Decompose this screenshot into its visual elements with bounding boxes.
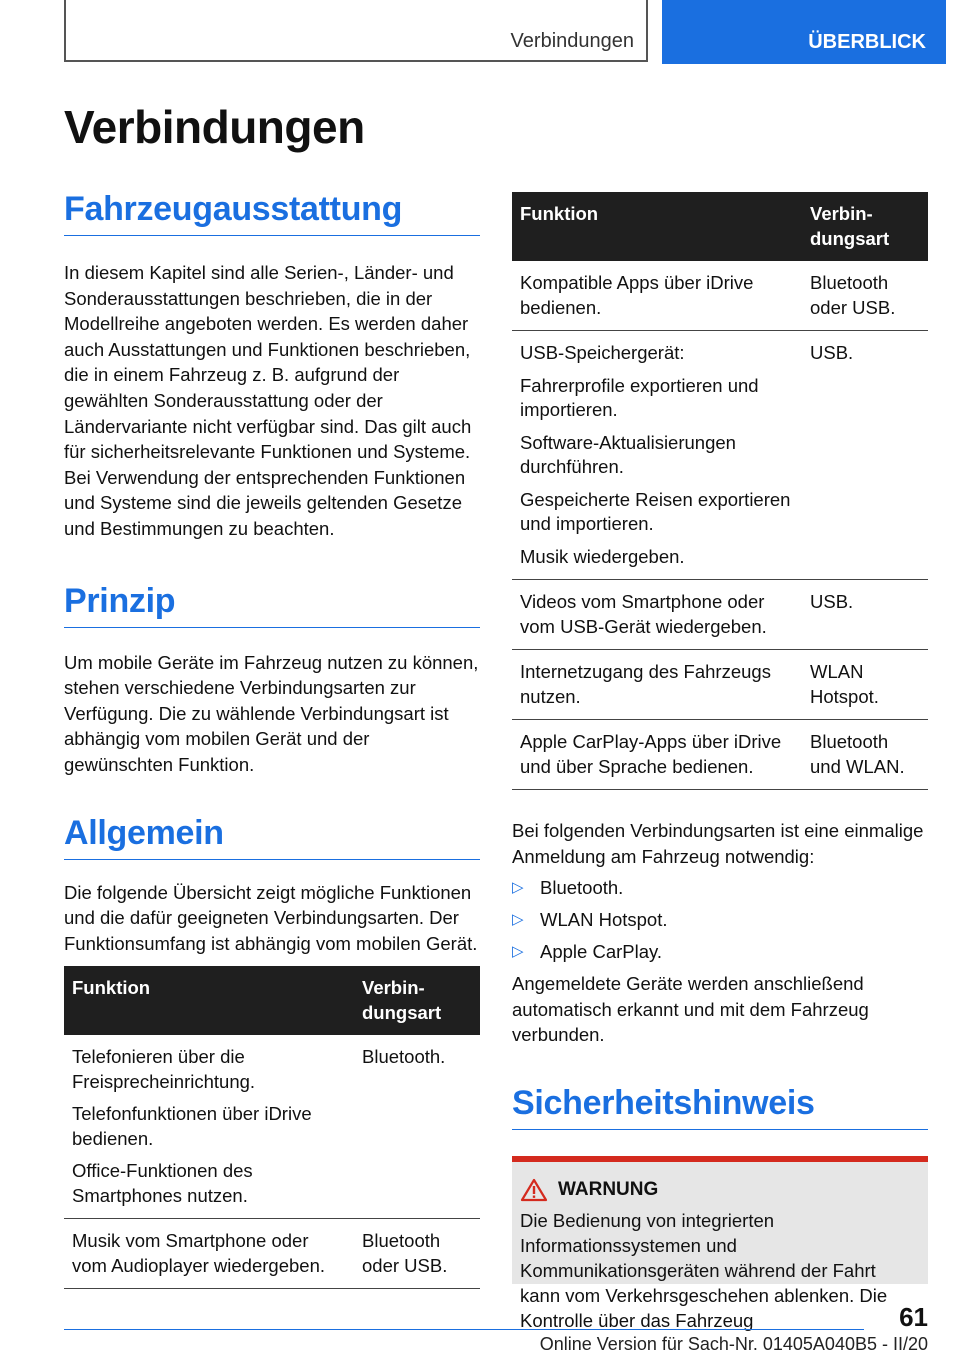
cell-verbindungsart: Bluetooth oder USB. [802,261,928,331]
cell-verbindungsart: USB. [802,580,928,650]
function-text: Telefonfunktionen über iDrive bedienen. [72,1103,312,1149]
header-chapter-label: ÜBERBLICK [808,31,926,53]
heading-sicherheitshinweis: Sicherheitshinweis [512,1084,928,1130]
list-item: ▷ WLAN Hotspot. [512,909,668,931]
function-text: Videos vom Smartphone oder vom USB-Gerät wiedergeben. [520,591,767,637]
footer-online-version: Online Version für Sach-Nr. 01405A040B5 - II/20 [539,1334,928,1354]
anmeldung-list [512,875,928,964]
heading-fahrzeugausstattung: Fahrzeugausstattung [64,190,480,236]
text-allgemein: Die folgende Übersicht zeigt mögliche Funktionen und die dafür geeigneten Verbindungsarten. Der Funktionsumfang ist abhängig vom mobilen Gerät. [64,881,478,954]
anmeldung-outro: Angemeldete Geräte werden anschließend automatisch erkannt und mit dem Fahrzeug verbunden. [512,973,869,1046]
function-text: Software-Aktualisierungen durchführen. [520,431,736,477]
anmeldung-intro: Bei folgenden Verbindungsarten ist eine einmalige Anmeldung am Fahrzeug notwendig: [512,820,924,867]
table-header-funktion: Funktion [64,966,354,1035]
function-text: Internetzugang des Fahrzeugs nutzen. [520,661,771,707]
table-header-verbindungsart: Verbin- dungsart [354,966,480,1035]
table-row [512,650,928,720]
header-section-label: Verbindungen [510,30,634,52]
table-row [64,1035,480,1219]
table-row [512,261,928,331]
triangle-bullet-icon: ▷ [512,879,524,897]
table-header-row [64,966,480,1035]
header-section-tab [64,0,648,62]
text-fahrzeugausstattung: In diesem Kapitel sind alle Serien-, Länder- und Sonderausstattungen beschrieben, die in der Modellreihe angeboten werden. Es werden daher auch Ausstattungen und Funktionen beschrieben, die in einem Fahrzeug z. B. aufgrund der gewählten Sonderausstattung oder der Ländervariante nicht verfügbar sind. Das gilt auch für sicherheitsrelevante Funktionen und Systeme. Bei Verwendung der entsprechenden Funktionen und Systeme sind die jeweils geltenden Gesetze und Bestimmungen zu beachten. [64,262,472,539]
heading-prinzip: Prinzip [64,582,480,628]
table-header-verbindungsart: Verbin- dungsart [802,192,928,261]
table-header-funktion: Funktion [512,192,802,261]
page-number: 61 [899,1302,928,1332]
left-column [64,190,480,1289]
table-header-row [512,192,928,261]
warning-header [520,1178,920,1202]
cell-funktion [64,1219,354,1289]
cell-funktion [512,261,802,331]
heading-allgemein: Allgemein [64,814,480,860]
table-row [512,331,928,580]
page-title: Verbindungen [64,101,365,153]
connection-table-right [512,192,928,790]
cell-funktion [512,650,802,720]
function-text: Musik vom Smartphone oder vom Audioplayer wiedergeben. [72,1230,325,1276]
list-item: ▷ Apple CarPlay. [512,941,663,963]
cell-verbindungsart: Bluetooth und WLAN. [802,720,928,790]
warning-triangle-icon [520,1178,548,1202]
function-text: Gespeicherte Reisen exportieren und importieren. [520,488,791,534]
text-prinzip: Um mobile Geräte im Fahrzeug nutzen zu können, stehen verschiedene Verbindungsarten zur Verfügung. Die zu wählende Verbindungsart ist abhängig vom mobilen Gerät und der gewünschten Funktion. [64,651,479,775]
function-text: Telefonieren über die Freisprecheinrichtung. [72,1046,256,1092]
function-text: Musik wiedergeben. [520,545,685,567]
cell-funktion [512,580,802,650]
function-text: Kompatible Apps über iDrive bedienen. [520,272,754,318]
function-text: USB-Speichergerät: [520,342,685,363]
function-text: Fahrerprofile exportieren und importieren. [520,374,759,420]
table-row [64,1219,480,1289]
warning-text: Die Bedienung von integrierten Informationssystemen und Kommunikationsgeräten während der Fahrt kann vom Verkehrsgeschehen ablenken. Die Kontrolle über das Fahrzeug [520,1209,888,1331]
cell-funktion [512,720,802,790]
cell-verbindungsart: WLAN Hotspot. [802,650,928,720]
triangle-bullet-icon: ▷ [512,911,524,929]
function-text: Office-Funktionen des Smartphones nutzen. [72,1160,253,1206]
header-chapter-tab[interactable] [662,0,946,64]
function-text: Apple CarPlay-Apps über iDrive und über Sprache bedienen. [520,731,782,777]
cell-funktion [512,331,802,580]
list-item: ▷ Bluetooth. [512,877,624,899]
footer-divider [64,1329,864,1330]
cell-funktion [64,1035,354,1219]
connection-table-left [64,966,480,1289]
table-row [512,580,928,650]
cell-verbindungsart: Bluetooth oder USB. [354,1219,480,1289]
cell-verbindungsart: USB. [802,331,928,580]
table-row [512,720,928,790]
triangle-bullet-icon: ▷ [512,943,524,961]
cell-verbindungsart: Bluetooth. [354,1035,480,1219]
warning-title: WARNUNG [558,1178,659,1200]
